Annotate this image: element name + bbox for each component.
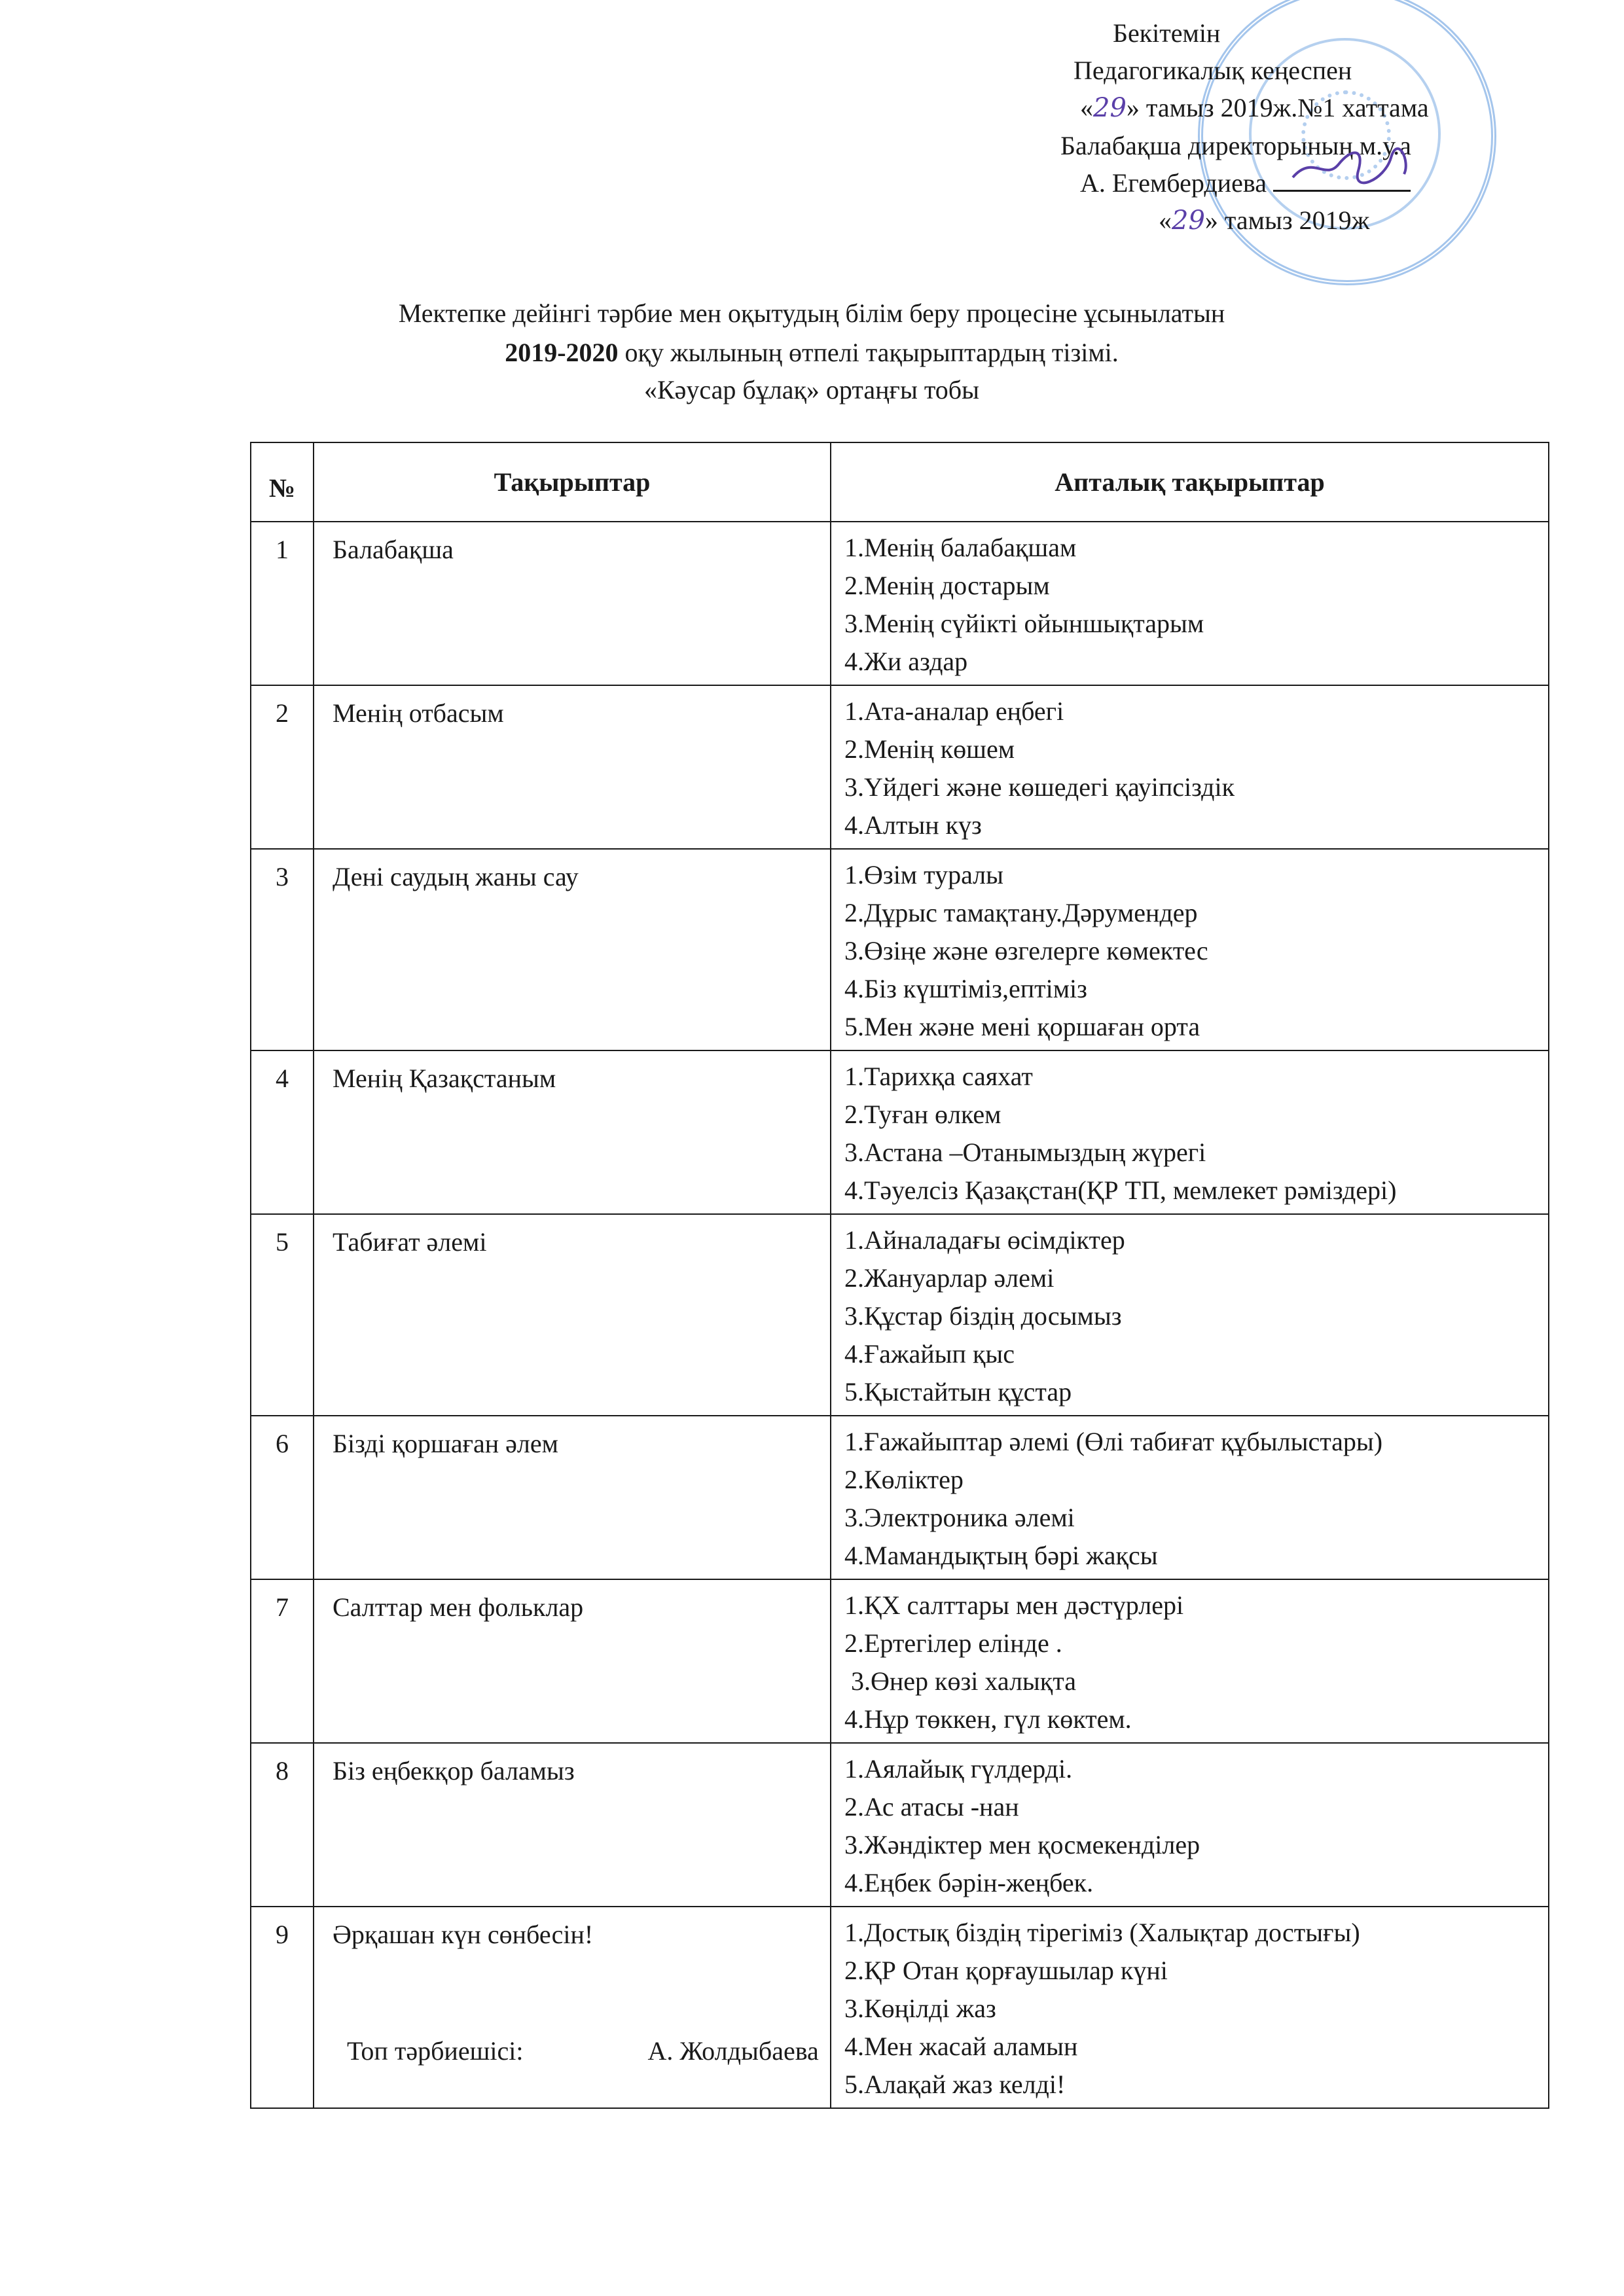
weekly-theme-item: 2.Туған өлкем	[844, 1100, 1001, 1129]
row-weekly-themes	[831, 849, 1549, 1050]
row-number: 4	[251, 1050, 314, 1214]
row-number: 5	[251, 1214, 314, 1416]
table-row	[251, 1416, 1549, 1579]
weekly-theme-item: 3.Жәндіктер мен қосмекенділер	[844, 1830, 1200, 1859]
weekly-theme-item: 3.Менің сүйікті ойыншықтарым	[844, 609, 1204, 638]
weekly-theme-item: 4.Ғажайып қыс	[844, 1339, 1015, 1369]
footer	[347, 2036, 819, 2066]
header-themes: Тақырыптар	[314, 442, 831, 522]
handwritten-day: 29	[1172, 206, 1205, 236]
weekly-theme-item: 1.Тарихқа саяхат	[844, 1062, 1033, 1091]
weekly-theme-item: 2.ҚР Отан қорғаушылар күні	[844, 1956, 1168, 1985]
approval-heading: Бекітемін	[1113, 18, 1221, 48]
row-theme: Балабақша	[314, 522, 831, 685]
weekly-theme-item: 1.Достық біздің тірегіміз (Халықтар достығы)	[844, 1918, 1360, 1947]
weekly-theme-item: 4.Біз күштіміз,ептіміз	[844, 974, 1087, 1003]
row-number: 7	[251, 1579, 314, 1743]
subtitle-text: оқу жылының өтпелі тақырыптардың тізімі.	[618, 338, 1119, 367]
date-text: » тамыз 2019ж	[1204, 206, 1370, 235]
table-header-row	[251, 442, 1549, 522]
row-theme: Біз еңбекқор баламыз	[314, 1743, 831, 1907]
row-theme: Бізді қоршаған әлем	[314, 1416, 831, 1579]
director-name: А. Егембердиева	[1080, 168, 1267, 198]
weekly-theme-item: 2.Көліктер	[844, 1465, 964, 1494]
academic-year: 2019-2020	[505, 338, 619, 367]
weekly-theme-item: 4.Алтын күз	[844, 810, 982, 840]
weekly-theme-item: 4.Тәуелсіз Қазақстан(ҚР ТП, мемлекет рәміздері)	[844, 1175, 1397, 1205]
row-weekly-themes	[831, 1214, 1549, 1416]
table-row	[251, 1743, 1549, 1907]
row-theme: Менің Қазақстаным	[314, 1050, 831, 1214]
quote-open: «	[1080, 93, 1093, 122]
weekly-theme-item: 1.Өзім туралы	[844, 860, 1004, 889]
weekly-theme-item: 1.Ата-аналар еңбегі	[844, 696, 1064, 726]
weekly-theme-item: 3.Өнер көзі халықта	[844, 1666, 1076, 1696]
teacher-label: Топ тәрбиешісі:	[347, 2036, 524, 2066]
group-name: «Кәусар бұлақ» ортаңғы тобы	[644, 375, 979, 404]
approval-director-name	[1060, 164, 1519, 202]
weekly-theme-item: 3.Электроника әлемі	[844, 1503, 1075, 1532]
weekly-theme-item: 3.Құстар біздің досымыз	[844, 1301, 1122, 1331]
row-number: 3	[251, 849, 314, 1050]
weekly-theme-item: 2.Ас атасы -нан	[844, 1792, 1019, 1821]
table-row	[251, 1579, 1549, 1743]
weekly-theme-item: 2.Ертегілер елінде .	[844, 1628, 1062, 1658]
row-weekly-themes	[831, 685, 1549, 849]
weekly-theme-item: 2.Менің достарым	[844, 571, 1050, 600]
weekly-theme-item: 1.Ғажайыптар әлемі (Өлі табиғат құбылыстары)	[844, 1427, 1383, 1456]
weekly-theme-item: 1.ҚХ салттары мен дәстүрлері	[844, 1590, 1184, 1620]
table-row	[251, 849, 1549, 1050]
handwritten-day: 29	[1093, 93, 1127, 123]
table-row	[251, 1214, 1549, 1416]
header-weekly-themes: Апталық тақырыптар	[831, 442, 1549, 522]
row-theme: Менің отбасым	[314, 685, 831, 849]
weekly-theme-item: 5.Қыстайтын құстар	[844, 1377, 1072, 1407]
signature-icon	[1286, 141, 1417, 187]
weekly-theme-item: 4.Нұр төккен, гүл көктем.	[844, 1704, 1132, 1734]
row-number: 6	[251, 1416, 314, 1579]
row-number: 9	[251, 1907, 314, 2108]
row-theme: Әрқашан күн сөнбесін!	[314, 1907, 831, 2108]
approval-council: Педагогикалық кеңеспен	[1074, 56, 1352, 85]
row-weekly-themes	[831, 1416, 1549, 1579]
approval-date	[1060, 202, 1519, 240]
document-subtitle	[196, 337, 1427, 368]
table-row	[251, 1907, 1549, 2108]
row-theme: Табиғат әлемі	[314, 1214, 831, 1416]
row-number: 2	[251, 685, 314, 849]
row-weekly-themes	[831, 1743, 1549, 1907]
row-weekly-themes	[831, 1579, 1549, 1743]
signature-line	[1273, 168, 1411, 192]
weekly-theme-item: 2.Жануарлар әлемі	[844, 1263, 1055, 1293]
weekly-theme-item: 2.Менің көшем	[844, 734, 1015, 764]
approval-block	[1060, 14, 1519, 240]
approval-protocol	[1060, 89, 1519, 127]
row-theme: Дені саудың жаны сау	[314, 849, 831, 1050]
topics-table	[250, 442, 1549, 2109]
table-row	[251, 685, 1549, 849]
weekly-theme-item: 3.Көңілді жаз	[844, 1994, 996, 2023]
header-number: №	[251, 442, 314, 522]
row-number: 1	[251, 522, 314, 685]
weekly-theme-item: 2.Дұрыс тамақтану.Дәрумендер	[844, 898, 1198, 927]
table-row	[251, 1050, 1549, 1214]
row-weekly-themes	[831, 522, 1549, 685]
weekly-theme-item: 3.Үйдегі және көшедегі қауіпсіздік	[844, 772, 1235, 802]
quote-open: «	[1159, 206, 1172, 235]
weekly-theme-item: 1.Айналадағы өсімдіктер	[844, 1225, 1125, 1255]
row-theme: Салттар мен фольклар	[314, 1579, 831, 1743]
approval-director-title: Балабақша директорының м.у.а	[1060, 131, 1411, 160]
row-weekly-themes	[831, 1907, 1549, 2108]
row-weekly-themes	[831, 1050, 1549, 1214]
weekly-theme-item: 1.Аялайық гүлдерді.	[844, 1754, 1073, 1784]
protocol-text: » тамыз 2019ж.№1 хаттама	[1126, 93, 1429, 122]
document-title: Мектепке дейінгі тәрбие мен оқытудың білім беру процесіне ұсынылатын	[398, 298, 1225, 328]
weekly-theme-item: 4.Еңбек бәрін-жеңбек.	[844, 1868, 1094, 1897]
weekly-theme-item: 4.Жи аздар	[844, 647, 968, 676]
weekly-theme-item: 5.Алақай жаз келді!	[844, 2070, 1066, 2099]
weekly-theme-item: 5.Мен және мені қоршаған орта	[844, 1012, 1200, 1041]
row-number: 8	[251, 1743, 314, 1907]
teacher-name: А. Жолдыбаева	[647, 2036, 819, 2066]
table-row	[251, 522, 1549, 685]
weekly-theme-item: 4.Мен жасай аламын	[844, 2032, 1078, 2061]
weekly-theme-item: 4.Мамандықтың бәрі жақсы	[844, 1541, 1158, 1570]
weekly-theme-item: 3.Өзіңе және өзгелерге көмектес	[844, 936, 1208, 965]
weekly-theme-item: 1.Менің балабақшам	[844, 533, 1077, 562]
weekly-theme-item: 3.Астана –Отанымыздың жүрегі	[844, 1138, 1206, 1167]
